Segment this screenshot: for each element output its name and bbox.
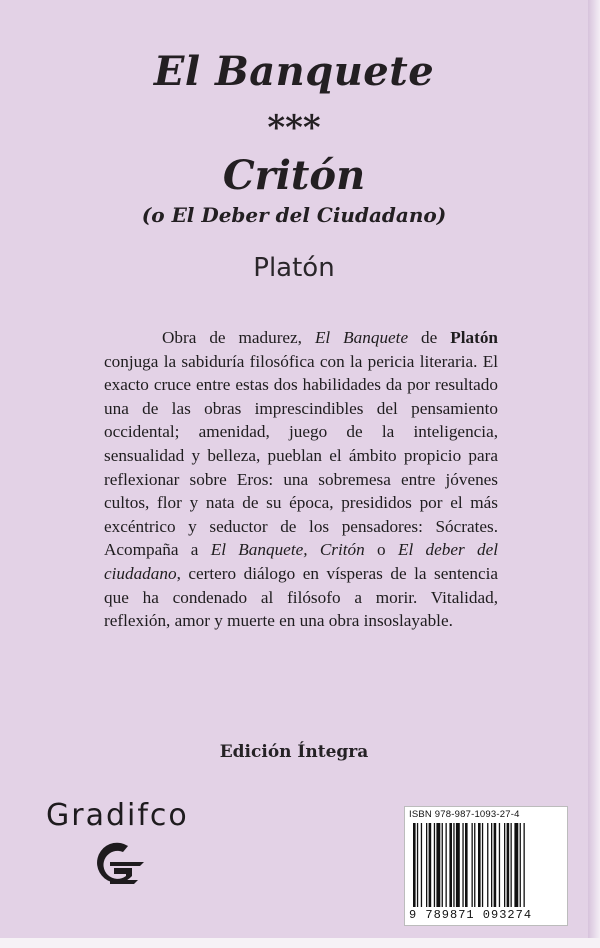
barcode-bar [520,823,521,907]
barcode-bar [499,823,500,907]
barcode-bar [491,823,492,907]
barcode-bar [472,823,473,907]
barcode-bar [436,823,440,907]
blurb-bold-author: Platón [450,328,498,347]
barcode-bars [413,823,559,907]
blurb-segment: , certero diálogo en vísperas de la sentencia que ha condenado al filósofo a morir. Vitalidad, reflexión, amor y muerte en una obra insoslayable. [104,563,498,631]
blurb-italic-title: El Banquete, Critón [210,540,365,560]
barcode-bar [482,823,483,907]
barcode-bar [494,823,497,907]
barcode-bar [429,823,432,907]
isbn-barcode [404,806,568,926]
barcode-bar [478,823,481,907]
barcode-bar [434,823,435,907]
barcode-digits: 9 789871 093274 [409,908,533,922]
barcode-bar [465,823,468,907]
second-work-title: Critón [222,152,366,199]
author-name: Platón [253,253,335,283]
edition-label: Edición Íntegra [219,742,369,762]
page-edge [588,0,600,938]
barcode-bar [417,823,418,907]
barcode-bar [453,823,454,907]
page-bottom-edge [0,938,600,948]
blurb-text [104,326,498,633]
blurb-segment: Obra de madurez, [162,328,315,347]
blurb-italic-title: El Banquete [314,328,409,347]
blurb-segment: de [408,328,451,347]
barcode-bar [413,823,416,907]
barcode-bar [456,823,460,907]
barcode-bar [511,823,512,907]
book-title: El Banquete [153,48,435,95]
isbn-label: ISBN 978-987-1093-27-4 [409,809,520,820]
barcode-bar [449,823,452,907]
barcode-bar [462,823,463,907]
blurb-italic-title: El deber del ciudadano [104,540,499,583]
publisher-name: Gradifco [46,798,189,833]
barcode-bar [507,823,510,907]
barcode-bar [474,823,475,907]
barcode-bar [421,823,422,907]
second-work-subtitle: (o El Deber del Ciudadano) [141,203,447,227]
publisher-logo-icon [88,838,146,890]
title-separator: *** [267,108,321,148]
barcode-bar [426,823,427,907]
barcode-bar [514,823,518,907]
blurb-segment: o [364,540,398,560]
barcode-bar [446,823,447,907]
barcode-bar [524,823,525,907]
barcode-bar [504,823,505,907]
barcode-bar [442,823,443,907]
barcode-bar [487,823,488,907]
blurb-segment: conjuga la sabiduría filosófica con la pericia literaria. El exacto cruce entre estas dos habilidades da por resultado una de las obras imprescindibles del pensamiento occidental; amenidad, juego de la inteligencia, sensualidad y belleza, pueblan el ámbito propicio para reflexionar sobre Eros: una sobremesa entre jóvenes cultos, flor y nata de su época, presididos por el más excéntrico y seductor de los pensadores: Sócrates. Acompaña a [104,351,498,560]
